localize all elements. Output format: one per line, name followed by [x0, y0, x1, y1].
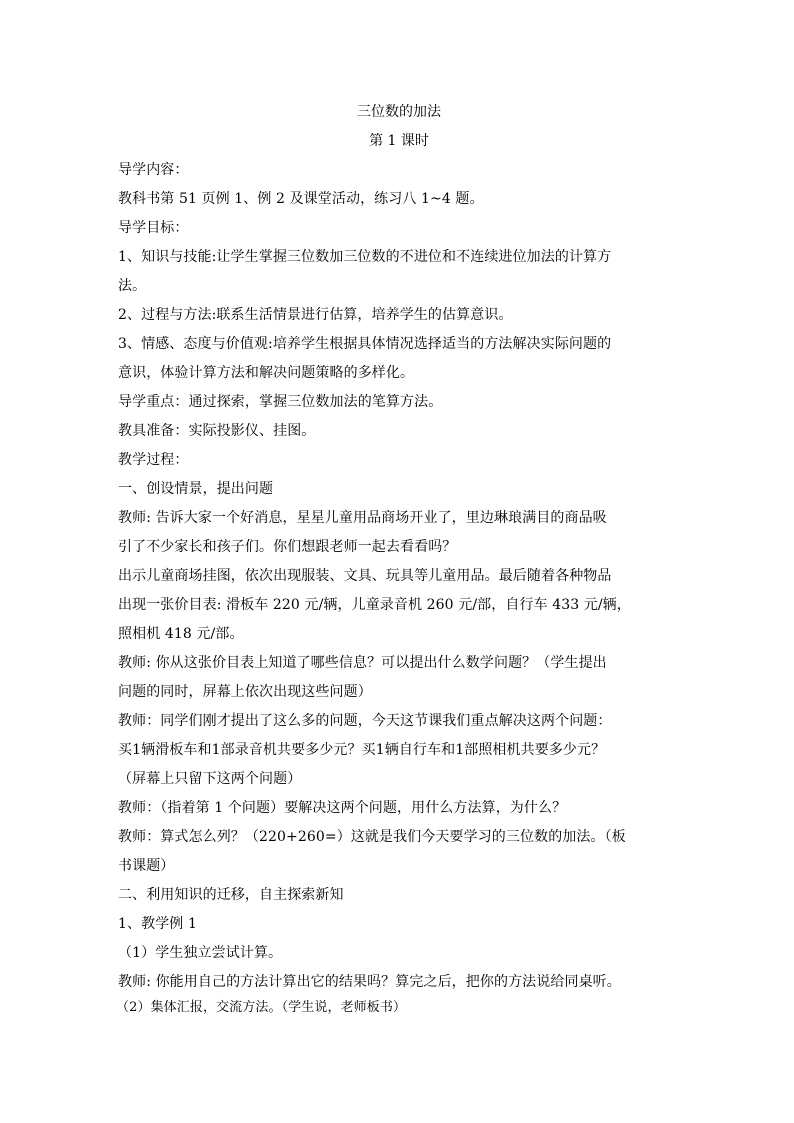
- text-line: 导学内容：: [118, 162, 189, 178]
- text-line: 出现一张价目表: 滑板车 220 元/辆，儿童录音机 260 元/部，自行车 433 元/辆，: [118, 597, 631, 613]
- text-line: 教师：（指着第 1 个问题）要解决这两个问题，用什么方法算，为什么？: [118, 800, 567, 816]
- text-line: 导学重点：通过探索，掌握三位数加法的笔算方法。: [118, 394, 443, 410]
- text-line: 出示儿童商场挂图，依次出现服装、文具、玩具等儿童用品。最后随着各种物品: [118, 568, 612, 584]
- text-line: 教具准备：实际投影仪、挂图。: [118, 423, 316, 439]
- text-line: 教师: 告诉大家一个好消息，星星儿童用品商场开业了，里边琳琅满目的商品吸: [118, 510, 607, 526]
- text-line: 教学过程：: [118, 452, 189, 468]
- document-last-line: （2）集体汇报，交流方法。（学生说，老师板书）: [116, 1000, 407, 1015]
- document-body: [118, 156, 678, 997]
- text-line: 1、教学例 1: [118, 916, 197, 932]
- text-line: 意识，体验计算方法和解决问题策略的多样化。: [118, 365, 415, 381]
- text-line: 书课题）: [118, 858, 175, 874]
- text-line: 教师: 你能用自己的方法计算出它的结果吗？算完之后，把你的方法说给同桌听。: [118, 974, 621, 990]
- text-line: 教师：算式怎么列？（220+260=）这就是我们今天要学习的三位数的加法。（板: [118, 829, 626, 845]
- text-line: 教师: 你从这张价目表上知道了哪些信息？可以提出什么数学问题？（学生提出: [118, 655, 607, 671]
- text-line: 引了不少家长和孩子们。你们想跟老师一起去看看吗？: [118, 539, 457, 555]
- text-line: 教师：同学们刚才提出了这么多的问题，今天这节课我们重点解决这两个问题：: [118, 713, 612, 729]
- text-line: 教科书第 51 页例 1、例 2 及课堂活动，练习八 1~4 题。: [118, 191, 484, 207]
- text-line: 二、利用知识的迁移，自主探索新知: [118, 887, 344, 903]
- text-line: 导学目标：: [118, 220, 189, 236]
- text-line: 照相机 418 元/部。: [118, 626, 244, 642]
- text-line: 3、情感、态度与价值观:培养学生根据具体情况选择适当的方法解决实际问题的: [118, 336, 612, 352]
- document-title: 三位数的加法: [357, 104, 441, 120]
- text-line: 买1辆滑板车和1部录音机共要多少元？买1辆自行车和1部照相机共要多少元？: [118, 742, 606, 758]
- text-line: 2、过程与方法:联系生活情景进行估算，培养学生的估算意识。: [118, 307, 513, 323]
- document-page: [118, 98, 678, 1019]
- text-line: 1、知识与技能:让学生掌握三位数加三位数的不进位和不连续进位加法的计算方: [118, 249, 612, 265]
- text-line: 问题的同时，屏幕上依次出现这些问题）: [118, 684, 372, 700]
- text-line: 法。: [118, 278, 147, 294]
- text-line: （1）学生独立尝试计算。: [118, 945, 283, 961]
- text-line: （屏幕上只留下这两个问题）: [118, 771, 302, 787]
- document-subtitle: 第 1 课时: [369, 133, 429, 149]
- text-line: 一、创设情景，提出问题: [118, 481, 274, 497]
